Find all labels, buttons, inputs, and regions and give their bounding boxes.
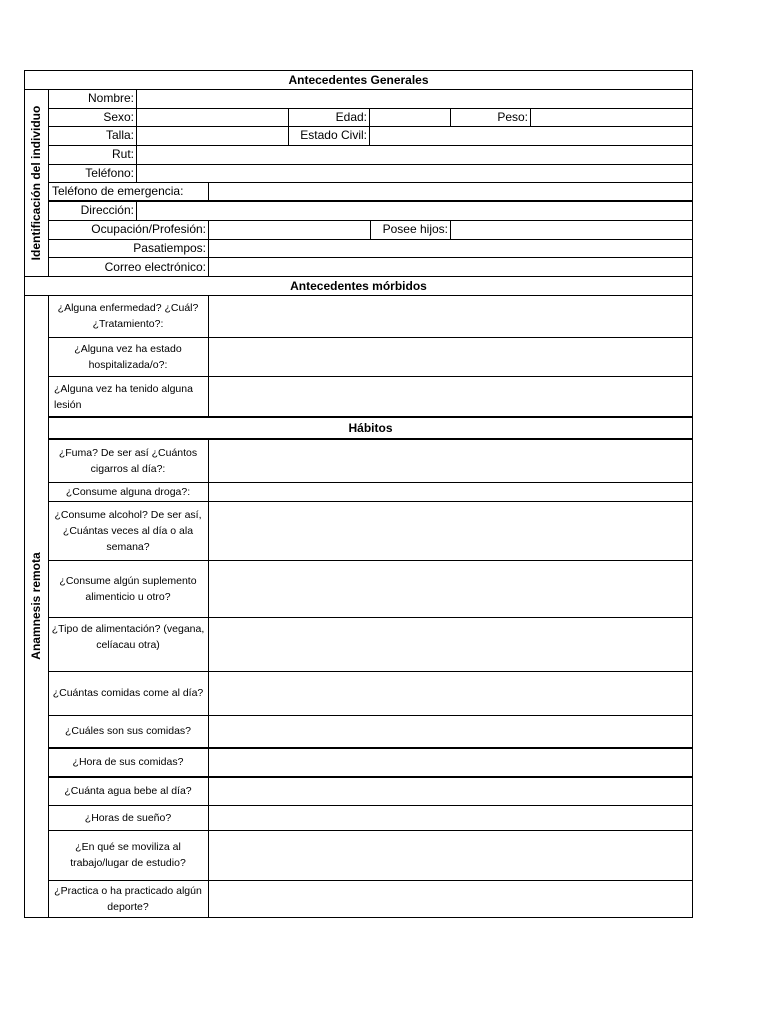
habit-question: ¿Cuántas comidas come al día?: [52, 687, 204, 699]
rule: [136, 108, 137, 126]
habit-question: ¿Consume alguna droga?:: [65, 485, 191, 498]
label-estado-civil: Estado Civil:: [300, 128, 367, 142]
habit-question: ¿Fuma? De ser así ¿Cuántos cigarros al día?:: [58, 446, 198, 475]
rule: [48, 239, 693, 240]
rule: [48, 416, 693, 418]
rule: [24, 89, 693, 90]
rule: [208, 220, 209, 276]
rule: [370, 220, 371, 239]
habit-question: ¿Horas de sueño?: [84, 811, 172, 824]
rule: [48, 164, 693, 165]
habit-question: ¿En qué se moviliza al trabajo/lugar de estudio?: [70, 841, 186, 869]
label-pasatiempos: Pasatiempos:: [133, 241, 206, 255]
label-telefono-emergencia: Teléfono de emergencia:: [52, 184, 184, 198]
habit-question: ¿Hora de sus comidas?: [72, 756, 184, 768]
rule: [48, 257, 693, 258]
rule: [48, 108, 693, 109]
label-correo: Correo electrónico:: [104, 260, 206, 274]
label-telefono: Teléfono:: [85, 166, 134, 180]
habit-question: ¿Cuánta agua bebe al día?: [64, 785, 192, 797]
section-title-morbid: Antecedentes mórbidos: [290, 279, 427, 293]
label-direccion: Dirección:: [80, 203, 134, 217]
outer-border-bottom: [24, 917, 693, 918]
morbid-question: ¿Alguna vez ha estado hospitalizada/o?:: [74, 342, 182, 371]
side-column-divider-anamnesis: [48, 295, 49, 918]
rule: [208, 439, 209, 918]
rule: [48, 145, 693, 146]
side-label-anamnesis: Anamnesis remota: [29, 552, 43, 660]
rule: [136, 145, 137, 164]
rule: [136, 164, 137, 182]
habit-question: ¿Cuáles son sus comidas?: [64, 725, 192, 737]
rule: [450, 220, 451, 239]
rule: [530, 108, 531, 126]
rule: [208, 182, 209, 201]
habit-question: ¿Tipo de alimentación? (vegana, celíacau otra): [51, 623, 205, 651]
section-title-habits: Hábitos: [348, 421, 393, 435]
label-talla: Talla:: [105, 128, 134, 142]
rule: [136, 126, 137, 145]
habit-question: ¿Practica o ha practicado algún deporte?: [54, 884, 202, 913]
rule: [48, 200, 693, 202]
outer-border-left: [24, 70, 25, 918]
label-peso: Peso:: [497, 110, 528, 124]
label-edad: Edad:: [335, 110, 367, 124]
label-rut: Rut:: [111, 147, 134, 161]
rule: [450, 108, 451, 126]
rule: [208, 295, 209, 417]
morbid-question: ¿Alguna vez ha tenido alguna lesión: [54, 382, 193, 411]
rule: [136, 89, 137, 108]
label-nombre: Nombre:: [87, 91, 134, 105]
outer-border-right: [692, 70, 693, 918]
habit-question: ¿Consume algún suplemento alimenticio u otro?: [59, 574, 197, 603]
outer-border-top: [24, 70, 693, 71]
label-sexo: Sexo:: [103, 110, 134, 124]
rule: [24, 276, 693, 277]
label-ocupacion: Ocupación/Profesión:: [91, 222, 206, 236]
section-title-general: Antecedentes Generales: [288, 73, 429, 87]
label-posee-hijos: Posee hijos:: [382, 222, 448, 236]
habit-question: ¿Consume alcohol? De ser así, ¿Cuántas veces al día o ala semana?: [54, 508, 202, 553]
rule: [136, 201, 137, 220]
side-label-identification: Identificación del individuo: [29, 105, 43, 261]
rule: [48, 182, 693, 183]
rule: [48, 126, 693, 127]
morbid-question: ¿Alguna enfermedad? ¿Cuál? ¿Tratamiento?:: [57, 302, 199, 330]
